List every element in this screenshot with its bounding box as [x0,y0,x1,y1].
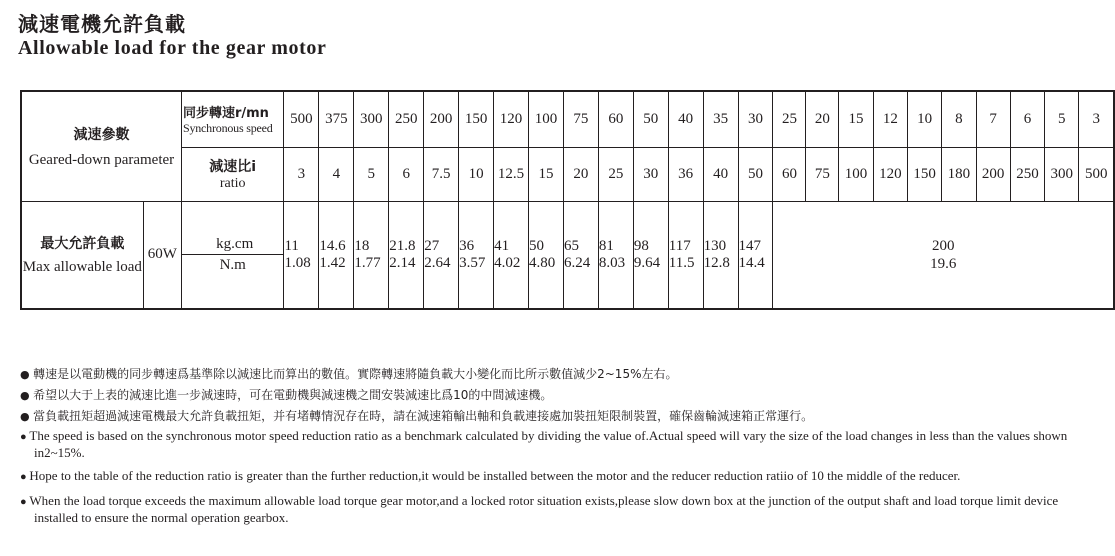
bullet-icon: ● [20,471,30,483]
load-nm-value: 9.64 [633,254,661,271]
notes-chinese [20,364,813,427]
note-cn-text: 當負載扭矩超過減速電機最大允許負載扭矩，并有堵轉情況存在時，請在減速箱輸出軸和負載連接處加裝扭矩限制裝置，確保齒輪減速箱正常運行。 [33,409,814,423]
load-kgcm-value: 98 [633,237,649,254]
bullet-icon: ● [20,368,34,381]
load-value-cell [703,201,738,309]
load-value-cell [459,201,494,309]
ratio-cell: 12.5 [494,147,529,201]
speed-cell: 250 [389,91,424,147]
load-value-cell [354,201,389,309]
speed-cell: 8 [942,91,976,147]
ratio-cell: 50 [738,147,773,201]
load-value-cell [668,201,703,309]
note-en-item [20,468,1090,485]
ratio-cell: 3 [284,147,319,201]
load-kgcm-value: 36 [459,237,475,254]
load-nm-value: 14.4 [738,254,765,271]
unit-nm: N.m [219,257,246,274]
ratio-cell: 150 [907,147,941,201]
speed-cell: 200 [424,91,459,147]
ratio-cell: 300 [1045,147,1079,201]
load-value-cell [424,201,459,309]
note-cn-item [20,385,813,406]
load-value-cell [563,201,598,309]
speed-cell: 35 [703,91,738,147]
load-nm-value: 8.03 [598,254,626,271]
load-nm-value: 11.5 [668,254,695,271]
ratio-cell: 60 [773,147,806,201]
ratio-cell: 4 [319,147,354,201]
page-title-chinese: 減速電機允許負載 [18,12,186,36]
load-nm-value: 1.08 [284,254,311,271]
speed-cell: 7 [976,91,1010,147]
load-nm-value: 4.02 [494,254,521,271]
notes-english [20,428,1090,533]
load-kgcm-value: 41 [494,237,510,254]
load-nm-value: 1.42 [319,254,346,271]
max-load-cn: 最大允許負載 [40,236,125,253]
load-kgcm-value: 147 [738,237,762,254]
speed-cell: 5 [1045,91,1079,147]
load-kgcm-value: 130 [703,237,727,254]
speed-cell: 3 [1079,91,1114,147]
sync-speed-header [181,91,283,147]
load-kgcm-value: 27 [424,237,440,254]
speed-cell: 40 [668,91,703,147]
unit-cell [181,201,283,309]
ratio-cell: 40 [703,147,738,201]
ratio-cell: 200 [976,147,1010,201]
speed-cell: 20 [806,91,839,147]
note-en-text: Hope to the table of the reduction ratio is greater than the further reduction,it would be installed between the motor and the reducer reduction ratiio of 10 the middle of the reducer. [29,468,961,483]
load-value-cell [633,201,668,309]
max-load-header [21,201,143,309]
ratio-cell: 25 [598,147,633,201]
load-spec-table [20,90,1115,310]
ratio-cell: 15 [529,147,564,201]
ratio-cell: 180 [942,147,976,201]
speed-cell: 30 [738,91,773,147]
load-kgcm-value: 81 [598,237,614,254]
load-kgcm-value: 14.6 [319,237,346,254]
ratio-cell: 6 [389,147,424,201]
unit-kgcm: kg.cm [182,234,283,255]
load-kgcm-value: 21.8 [389,237,416,254]
note-en-item [20,493,1090,525]
load-value-cell [389,201,424,309]
speed-cell: 60 [598,91,633,147]
ratio-cell: 20 [563,147,598,201]
ratio-cell: 36 [668,147,703,201]
ratio-cell: 75 [806,147,839,201]
speed-cell: 120 [494,91,529,147]
bullet-icon: ● [20,389,34,402]
speed-cell: 300 [354,91,389,147]
ratio-cell: 500 [1079,147,1114,201]
speed-cell: 375 [319,91,354,147]
ratio-cell: 250 [1010,147,1044,201]
power-cell: 60W [143,201,181,309]
load-nm-value: 1.77 [354,254,381,271]
load-nm-value: 2.64 [424,254,451,271]
speed-cell: 75 [563,91,598,147]
speed-cell: 12 [873,91,907,147]
page-title-english: Allowable load for the gear motor [18,37,327,59]
load-value-cell [284,201,319,309]
load-kgcm-value: 65 [563,237,579,254]
load-value-cell [494,201,529,309]
sync-speed-en: Synchronous speed [182,121,273,136]
param-header-en: Geared-down parameter [28,151,175,168]
bullet-icon: ● [20,496,30,508]
note-cn-text: 希望以大于上表的減速比進一步減速時，可在電動機與減速機之間安裝減速比爲10的中間減速機。 [33,388,553,402]
ratio-cell: 7.5 [424,147,459,201]
load-nm-value: 2.14 [389,254,416,271]
param-header-cell [21,91,181,201]
bullet-icon: ● [20,410,34,423]
ratio-cell: 10 [459,147,494,201]
max-load-en: Max allowable load [22,259,142,276]
load-kgcm-value: 117 [668,237,691,254]
load-kgcm-value: 50 [529,237,544,254]
note-en-item [20,428,1090,460]
speed-cell: 50 [633,91,668,147]
load-kgcm-value: 18 [354,237,370,254]
load-nm-value: 6.24 [563,254,591,271]
load-nm-rest: 19.6 [930,255,957,272]
note-cn-text: 轉速是以電動機的同步轉速爲基準除以減速比而算出的數值。實際轉速將隨負載大小變化而比所示數值減少2~15%左右。 [33,367,678,381]
sync-speed-cn: 同步轉速r/mn [182,106,269,122]
load-kgcm-value: 11 [284,237,299,254]
ratio-en: ratio [219,176,246,191]
ratio-cell: 30 [633,147,668,201]
load-value-cell [529,201,564,309]
speed-cell: 500 [284,91,319,147]
ratio-cn: 減速比i [209,159,257,175]
note-en-text: When the load torque exceeds the maximum allowable load torque gear motor,and a locked rotor situation exists,please slow down box at the junction of the output shaft and load torque limit device installed to ensure the normal operation gearbox. [29,493,1059,525]
bullet-icon: ● [20,431,30,443]
speed-cell: 6 [1010,91,1044,147]
ratio-header [181,147,283,201]
load-kgcm-rest: 200 [931,237,955,254]
note-cn-item [20,406,813,427]
load-nm-value: 4.80 [529,254,556,271]
load-value-rest-cell [773,201,1114,309]
load-value-cell [598,201,633,309]
speed-cell: 25 [773,91,806,147]
speed-cell: 10 [907,91,941,147]
speed-cell: 15 [839,91,873,147]
speed-cell: 100 [529,91,564,147]
load-nm-value: 3.57 [459,254,486,271]
load-value-cell [738,201,773,309]
ratio-cell: 100 [839,147,873,201]
note-cn-item [20,364,813,385]
ratio-cell: 120 [873,147,907,201]
ratio-cell: 5 [354,147,389,201]
speed-cell: 150 [459,91,494,147]
param-header-cn: 減速參數 [73,126,130,143]
load-value-cell [319,201,354,309]
note-en-text: The speed is based on the synchronous motor speed reduction ratio as a benchmark calculated by dividing the value of.Actual speed will vary the size of the load changes in less than the values shown in2~15%. [29,428,1068,460]
load-nm-value: 12.8 [703,254,730,271]
